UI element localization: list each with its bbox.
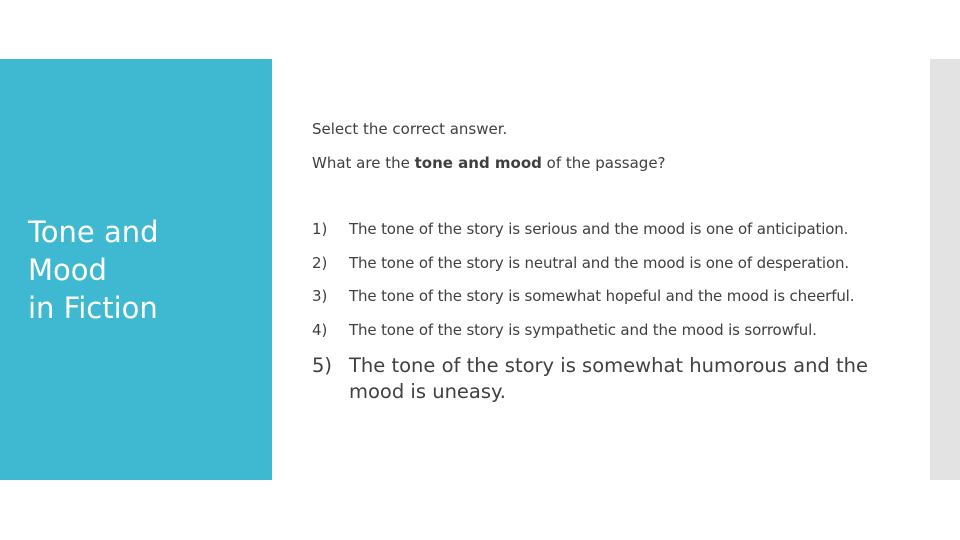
answer-options: [312, 219, 924, 405]
answer-option-2[interactable]: [312, 253, 924, 287]
option-text: The tone of the story is neutral and the mood is one of desperation.: [349, 253, 849, 272]
question-text: [312, 153, 666, 173]
answer-option-5[interactable]: [312, 353, 924, 405]
answer-option-4[interactable]: [312, 320, 924, 354]
option-number: 2): [312, 253, 328, 272]
question-text-after: of the passage?: [541, 154, 666, 172]
answer-option-1[interactable]: [312, 219, 924, 253]
option-number: 5): [312, 354, 333, 378]
option-text: The tone of the story is serious and the mood is one of anticipation.: [349, 220, 849, 238]
question-text-before: What are the: [312, 154, 415, 172]
slide-title-line-1: Tone and: [28, 215, 159, 249]
right-strip: [930, 59, 960, 480]
slide-title: [28, 213, 268, 327]
option-number: 4): [312, 320, 328, 339]
option-text: The tone of the story is somewhat humorous and the mood is uneasy.: [349, 354, 869, 404]
option-number: 1): [312, 220, 328, 238]
question-text-emphasis: tone and mood: [414, 154, 542, 172]
option-number: 3): [312, 287, 328, 306]
option-text: The tone of the story is somewhat hopeful and the mood is cheerful.: [349, 287, 855, 306]
instruction-text: Select the correct answer.: [312, 120, 508, 138]
slide-title-line-2: Mood: [28, 253, 107, 287]
slide-title-line-3: in Fiction: [28, 291, 158, 325]
option-text: The tone of the story is sympathetic and the mood is sorrowful.: [349, 320, 817, 339]
answer-option-3[interactable]: [312, 286, 924, 320]
